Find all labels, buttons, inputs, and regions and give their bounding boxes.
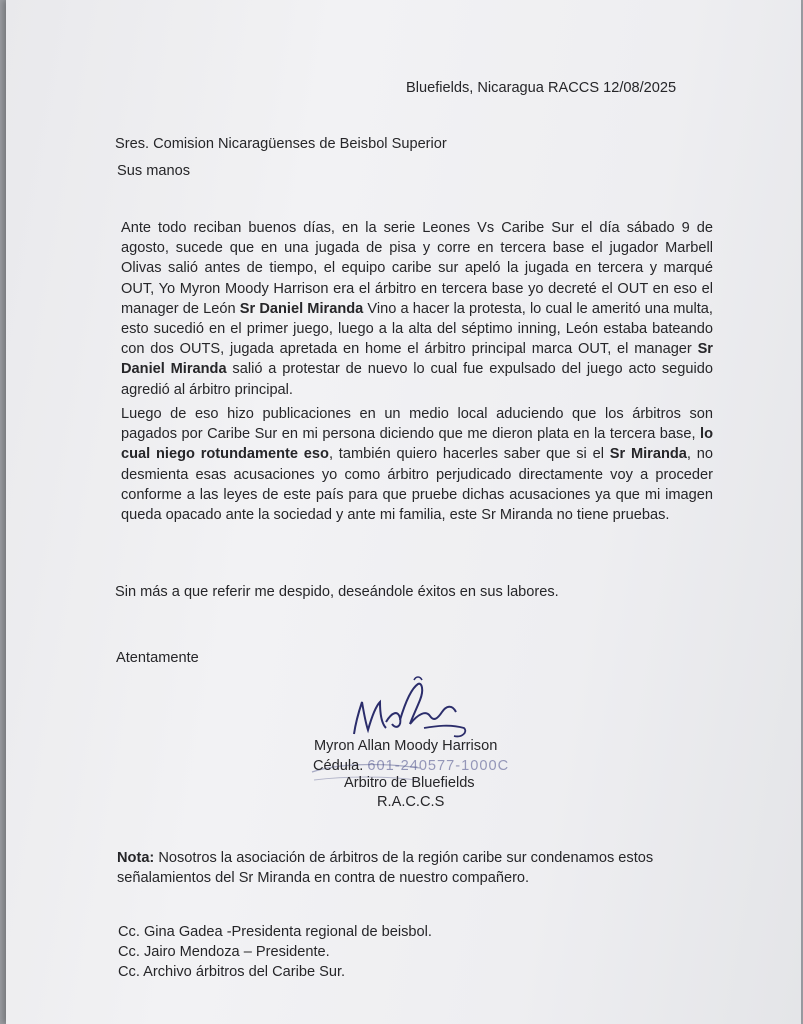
recipient-line: Sres. Comision Nicaragüenses de Beisbol Superior	[115, 136, 447, 152]
bold-name: Sr Miranda	[609, 446, 687, 463]
closing-line: Sin más a que referir me despido, deseándole éxitos en sus labores.	[115, 584, 559, 600]
cc-line: Cc. Gina Gadea -Presidenta regional de beisbol.	[118, 924, 432, 940]
note-text: Nosotros la asociación de árbitros de la región caribe sur condenamos estos señalamientos del Sr Miranda en contra de nuestro compañero.	[117, 850, 654, 887]
note-paragraph	[117, 848, 717, 888]
paragraph-text: , no desmienta esas acusaciones yo como árbitro perjudicado directamente voy a proceder conforme a las leyes de este país para que pruebe dichas acusaciones ya que mi imagen queda opacado ante la sociedad y ante mi familia, este Sr Miranda no tiene pruebas.	[121, 446, 713, 524]
paragraph-incident	[121, 218, 713, 400]
place-date: Bluefields, Nicaragua RACCS 12/08/2025	[406, 80, 677, 96]
recipient-subline: Sus manos	[117, 163, 191, 179]
regards-line: Atentamente	[116, 650, 199, 666]
cc-line: Cc. Archivo árbitros del Caribe Sur.	[118, 964, 346, 980]
letter-sheet	[6, 0, 801, 1024]
signer-name: Myron Allan Moody Harrison	[314, 738, 498, 754]
paragraph-text: salió a protestar de nuevo lo cual fue expulsado del juego acto seguido agredió al árbitro principal.	[121, 361, 713, 398]
paragraph-text: , también quiero hacerles saber que si el	[328, 446, 610, 463]
bold-phrase: lo cual niego rotundamente eso	[121, 426, 713, 463]
signer-region: R.A.C.C.S	[377, 794, 445, 810]
paragraph-text: Vino a hacer la protesta, lo cual le ameritó una multa, esto sucedió en el primer juego, luego a la alta del séptimo inning, León estaba bateando con dos OUTS, jugada apretada en home el árbitro principal marca OUT, el manager	[121, 300, 713, 358]
id-value: 601-240577-1000C	[367, 758, 510, 774]
paragraph-accusation	[121, 404, 713, 525]
id-label: Cédula.	[313, 758, 364, 774]
bold-name: Sr Daniel Miranda	[121, 341, 713, 378]
paragraph-text: Luego de eso hizo publicaciones en un medio local aduciendo que los árbitros son pagados por Caribe Sur en mi persona diciendo que me dieron plata en la tercera base,	[121, 406, 713, 443]
bold-name: Sr Daniel Miranda	[239, 300, 364, 317]
note-label: Nota:	[117, 850, 155, 866]
cc-line: Cc. Jairo Mendoza – Presidente.	[118, 944, 330, 960]
paragraph-text: Ante todo reciban buenos días, en la serie Leones Vs Caribe Sur el día sábado 9 de agosto, sucede que en una jugada de pisa y corre en tercera base el jugador Marbell Olivas salió antes de tiempo, el equipo caribe sur apeló la jugada en tercera y marqué OUT, Yo Myron Moody Harrison era el árbitro en tercera base yo decreté el OUT en eso el manager de León	[121, 220, 713, 317]
signer-title: Arbitro de Bluefields	[344, 775, 475, 791]
